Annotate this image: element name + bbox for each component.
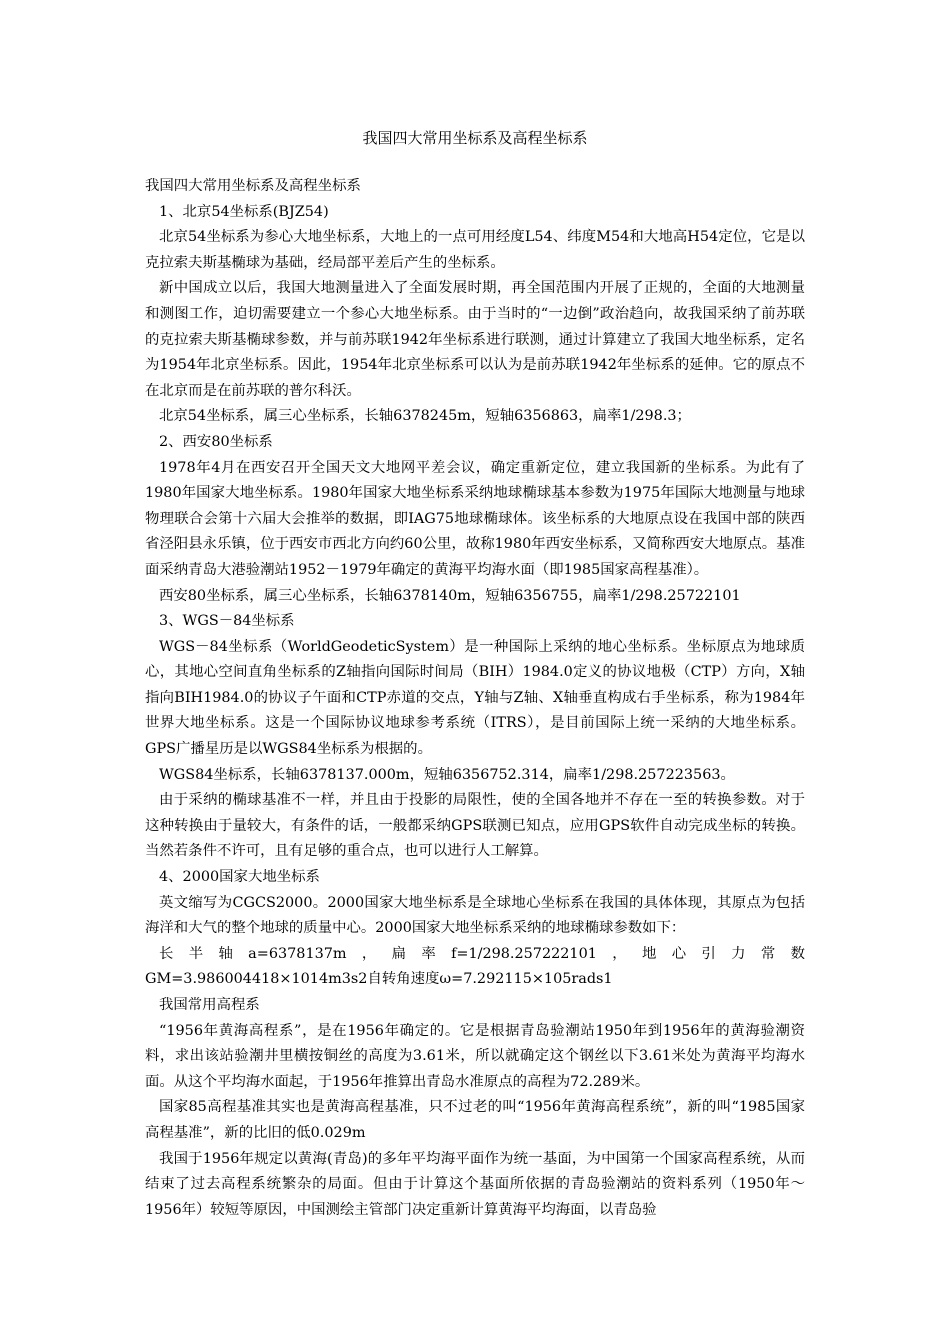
paragraph: 新中国成立以后，我国大地测量进入了全面发展时期，再全国范围内开展了正规的，全面的大地测量和测图工作，迫切需要建立一个参心大地坐标系。由于当时的“一边倒”政治趋向，故我国采纳了前苏联的克拉索夫斯基椭球参数，并与前苏联1942年坐标系进行联测，通过计算建立了我国大地坐标系，定名为1954年北京坐标系。因此，1954年北京坐标系可以认为是前苏联1942年坐标系的延伸。它的原点不在北京而是在前苏联的普尔科沃。 [145,280,805,399]
paragraph: 我国于1956年规定以黄海(青岛)的多年平均海平面作为统一基面，为中国第一个国家高程系统，从而结束了过去高程系统繁杂的局面。但由于计算这个基面所依据的青岛验潮站的资料系列（1950年～1956年）较短等原因，中国测绘主管部门决定重新计算黄海平均海面，以青岛验 [145,1150,805,1218]
document-title: 我国四大常用坐标系及高程坐标系 [362,129,588,147]
paragraph: 北京54坐标系，属三心坐标系，长轴6378245m，短轴6356863，扁率1/298.3； [159,408,691,425]
section-heading-cgcs2000: 4、2000国家大地坐标系 [159,869,320,886]
paragraph: WGS84坐标系，长轴6378137.000m，短轴6356752.314，扁率1/298.257223563。 [159,766,735,783]
paragraph: 长半轴a=6378137m，扁率f=1/298.257222101，地心引力常数GM=3.986004418×1014m3s2自转角速度ω=7.292115×105rads1 [145,945,805,988]
paragraph: 英文缩写为CGCS2000。2000国家大地坐标系是全球地心坐标系在我国的具体体现，其原点为包括海洋和大气的整个地球的质量中心。2000国家大地坐标系采纳的地球椭球参数如下： [145,894,805,937]
paragraph: 1978年4月在西安召开全国天文大地网平差会议，确定重新定位，建立我国新的坐标系。为此有了1980年国家大地坐标系。1980年国家大地坐标系采纳地球椭球基本参数为1975年国际大地测量与地球物理联合会第十六届大会推举的数据，即IAG75地球椭球体。该坐标系的大地原点设在我国中部的陕西省泾阳县永乐镇，位于西安市西北方向约60公里，故称1980年西安坐标系，又简称西安大地原点。基准面采纳青岛大港验潮站1952－1979年确定的黄海平均海水面（即1985国家高程基准）。 [145,459,805,578]
section-heading-beijing54: 1、北京54坐标系(BJZ54) [159,203,329,220]
paragraph: 北京54坐标系为参心大地坐标系，大地上的一点可用经度L54、纬度M54和大地高H54定位，它是以克拉索夫斯基椭球为基础，经局部平差后产生的坐标系。 [145,229,805,271]
paragraph: “1956年黄海高程系”，是在1956年确定的。它是根据青岛验潮站1950年到1956年的黄海验潮资料，求出该站验潮井里横按铜丝的高度为3.61米，所以就确定这个钢丝以下3.61米处为黄海平均海水面。从这个平均海水面起，于1956年推算出青岛水准原点的高程为72.289米。 [145,1022,805,1090]
section-heading-xian80: 2、西安80坐标系 [159,433,273,450]
paragraph: 西安80坐标系，属三心坐标系，长轴6378140m，短轴6356755，扁率1/298.25722101 [159,587,741,604]
paragraph: 由于采纳的椭球基准不一样，并且由于投影的局限性，使的全国各地并不存在一至的转换参数。对于这种转换由于量较大，有条件的话，一般都采纳GPS联测已知点，应用GPS软件自动完成坐标的转换。当然若条件不许可，且有足够的重合点，也可以进行人工解算。 [145,792,805,860]
paragraph: WGS－84坐标系（WorldGeodeticSystem）是一种国际上采纳的地心坐标系。坐标原点为地球质心，其地心空间直角坐标系的Z轴指向国际时间局（BIH）1984.0定义的协议地极（CTP）方向，X轴指向BIH1984.0的协议子午面和CTP赤道的交点，Y轴与Z轴、X轴垂直构成右手坐标系，称为1984年世界大地坐标系。这是一个国际协议地球参考系统（ITRS），是目前国际上统一采纳的大地坐标系。GPS广播星历是以WGS84坐标系为根据的。 [145,638,805,758]
paragraph-heading: 我国四大常用坐标系及高程坐标系 [145,178,361,194]
section-heading-height-systems: 我国常用高程系 [159,997,260,1013]
paragraph: 国家85高程基准其实也是黄海高程基准，只不过老的叫“1956年黄海高程系统”，新的叫“1985国家高程基准”，新的比旧的低0.029m [145,1099,805,1141]
document-body [145,174,805,1223]
section-heading-wgs84: 3、WGS－84坐标系 [159,613,295,630]
